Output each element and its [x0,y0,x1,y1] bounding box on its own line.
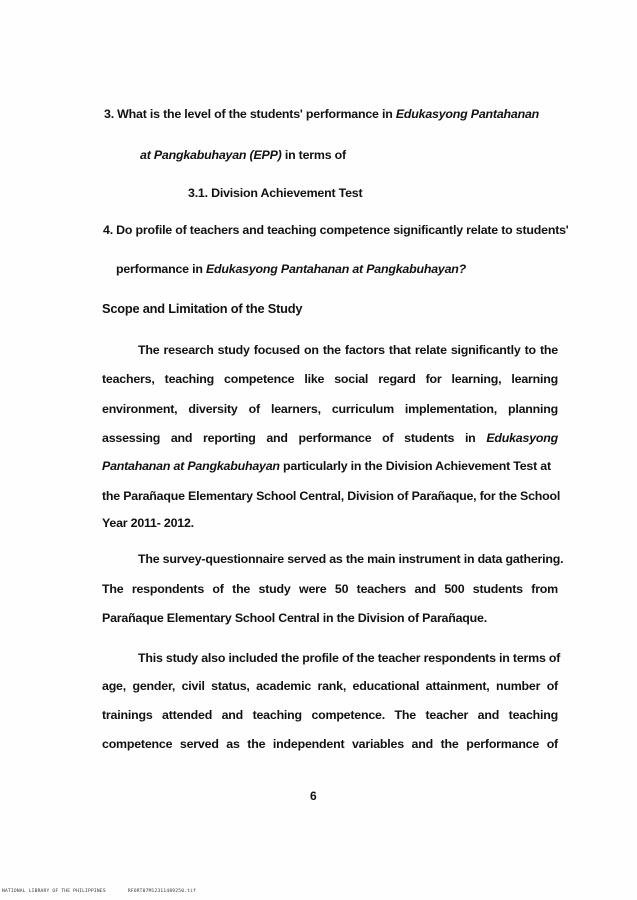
para3-line-4 [102,736,558,752]
question-4-text: 4. Do profile of teachers and teaching competence significantly relate to students' [103,223,569,237]
question-4-text-2: performance in [116,262,206,276]
question-3-emphasis: Edukasyong Pantahanan [395,107,540,121]
scan-footer [2,889,218,894]
question-4-line-2 [116,261,466,277]
para1-line-1 [138,342,558,358]
para2-text-1: The survey-questionnaire served as the main instrument in data gathering. [138,552,564,566]
para1-text-7: Year 2011- 2012. [102,516,194,530]
para1-text-3: environment, diversity of learners, curriculum implementation, planning [102,402,558,416]
question-3-text-2: in terms of [281,148,346,162]
section-heading-text: Scope and Limitation of the Study [102,301,303,316]
para1-emphasis-4: Edukasyong [486,431,558,445]
para2-line-1 [138,551,563,567]
para2-line-3 [102,610,487,626]
para1-line-7 [102,515,194,531]
question-3-line-1 [104,106,539,122]
question-4-line-1 [103,222,569,238]
para1-line-2 [102,371,558,387]
para1-line-3 [102,401,558,417]
question-4-emphasis: Edukasyong Pantahanan at Pangkabuhayan? [205,262,467,276]
para1-emphasis-5: Pantahanan at Pangkabuhayan [102,459,280,473]
para2-text-3: Parañaque Elementary School Central in the Division of Parañaque. [102,611,487,625]
para1-text-6: the Parañaque Elementary School Central, Division of Parañaque, for the School [102,489,561,503]
para3-text-4: competence served as the independent variables and the performance of [102,737,558,751]
para1-text-4: assessing and reporting and performance of students in [102,431,487,445]
question-3-sub-item [188,185,362,201]
question-3-text: 3. What is the level of the students' performance in [104,107,396,121]
question-3-line-2 [140,147,346,163]
para1-text-5: particularly in the Division Achievement Test at [279,459,551,473]
para3-text-1: This study also included the profile of the teacher respondents in terms of [138,651,561,665]
para1-text-1: The research study focused on the factors that relate significantly to the [138,343,558,357]
section-heading [102,301,302,317]
page-number: 6 [310,789,317,803]
para3-line-1 [138,650,560,666]
para3-line-2 [102,678,558,694]
footer-file: RFORT07M12311489250.tif [127,889,197,894]
para2-text-2: The respondents of the study were 50 teachers and 500 students from [102,582,558,596]
para1-text-2: teachers, teaching competence like social regard for learning, learning [102,372,558,386]
para1-line-6 [102,488,560,504]
sub-item-text: 3.1. Division Achievement Test [188,186,363,200]
para1-line-4 [102,430,558,446]
footer-library: NATIONAL LIBRARY OF THE PHILIPPINES [2,889,106,894]
para3-line-3 [102,707,558,723]
question-3-emphasis-2: at Pangkabuhayan (EPP) [140,148,282,162]
para2-line-2 [102,581,558,597]
para3-text-2: age, gender, civil status, academic rank, educational attainment, number of [102,679,558,693]
para3-text-3: trainings attended and teaching competence. The teacher and teaching [102,708,558,722]
para1-line-5 [102,458,551,474]
